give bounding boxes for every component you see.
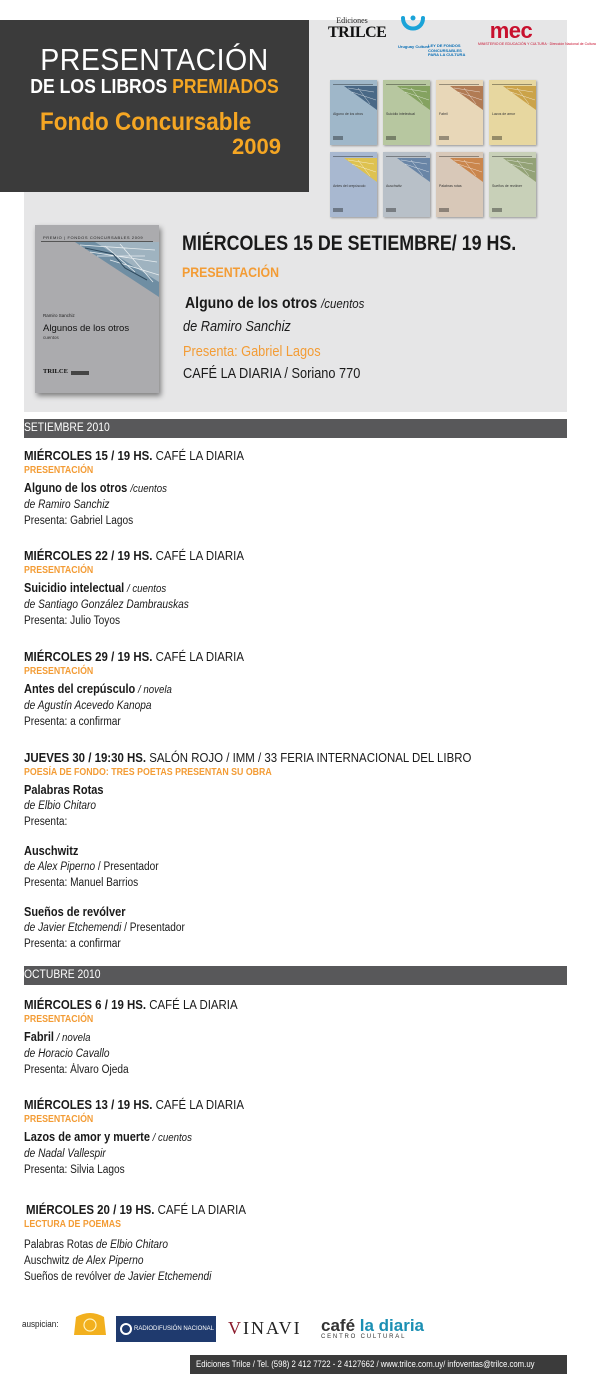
- event-sep-22: MIÉRCOLES 22 / 19 HS. CAFÉ LA DIARIA PRESENTACIÓN Suicidio intelectual / cuentos de Santiago González Dambrauskas Presenta: Julio Toyos: [24, 548, 244, 627]
- sponsor-cafe-la-diaria: café la diaria CENTRO CULTURAL: [321, 1316, 425, 1340]
- book-thumbnail: Palabras rotas: [436, 152, 483, 217]
- book-thumbnail: Fabril: [436, 80, 483, 145]
- book-thumbnail: Auschwitz: [383, 152, 430, 217]
- month-header-october: OCTUBRE 2010: [24, 966, 567, 985]
- featured-presenter: Presenta: Gabriel Lagos: [183, 344, 321, 360]
- title-line-2: DE LOS LIBROS PREMIADOS: [30, 76, 279, 98]
- book-thumbnail: Lazos de amor: [489, 80, 536, 145]
- event-oct-13: MIÉRCOLES 13 / 19 HS. CAFÉ LA DIARIA PRESENTACIÓN Lazos de amor y muerte / cuentos de Nadal Vallespir Presenta: Silvia Lagos: [24, 1097, 244, 1176]
- event-sep-15: MIÉRCOLES 15 / 19 HS. CAFÉ LA DIARIA PRESENTACIÓN Alguno de los otros /cuentos de Ramiro Sanchiz Presenta: Gabriel Lagos: [24, 448, 244, 527]
- sponsor-emblem-icon: [72, 1311, 108, 1337]
- featured-venue: CAFÉ LA DIARIA / Soriano 770: [183, 366, 361, 382]
- page-title: [0, 42, 309, 159]
- featured-book-cover: PREMIO | FONDOS CONCURSABLES 2009 Ramiro Sanchiz Algunos de los otros cuentos TRILCE: [35, 225, 159, 393]
- featured-book-title: Alguno de los otros /cuentos: [185, 295, 365, 312]
- title-line-3: Fondo Concursable: [40, 108, 252, 136]
- sponsor-radio-sodre: RADIODIFUSIÓN NACIONAL SODRE: [116, 1316, 216, 1342]
- featured-date: MIÉRCOLES 15 DE SETIEMBRE/ 19 HS.: [182, 232, 517, 255]
- book-thumbnail: Suicidio intelectual: [383, 80, 430, 145]
- uruguay-cultura-logo: Uruguay Cultura LEY DE FONDOS CONCURSABLES PARA LA CULTURA: [398, 14, 470, 58]
- title-line-1: PRESENTACIÓN: [40, 42, 269, 77]
- sponsor-inavi: VINAVI: [228, 1318, 302, 1338]
- trilce-logo: Ediciones TRILCE: [328, 16, 387, 41]
- book-thumbnail: Alguno de los otros: [330, 80, 377, 145]
- event-oct-6: MIÉRCOLES 6 / 19 HS. CAFÉ LA DIARIA PRESENTACIÓN Fabril / novela de Horacio Cavallo Presenta: Álvaro Ojeda: [24, 997, 238, 1076]
- featured-kind: PRESENTACIÓN: [182, 264, 279, 280]
- book-thumbnail: Antes del crepúsculo: [330, 152, 377, 217]
- mec-logo: mec MINISTERIO DE EDUCACIÓN Y CULTURA · Dirección Nacional de Cultura: [478, 18, 596, 46]
- title-year: 2009: [232, 134, 281, 159]
- book-thumbnail: Sueños de revólver: [489, 152, 536, 217]
- month-header-september: SETIEMBRE 2010: [24, 419, 567, 438]
- sponsors-label: auspician:: [22, 1319, 59, 1329]
- event-oct-20: MIÉRCOLES 20 / 19 HS. CAFÉ LA DIARIA LECTURA DE POEMAS Palabras Rotas de Elbio Chitaro Auschwitz de Alex Piperno Sueños de revólver de Javier Etchemendi: [24, 1202, 246, 1283]
- event-sep-30: JUEVES 30 / 19:30 HS. SALÓN ROJO / IMM / 33 FERIA INTERNACIONAL DEL LIBRO POESÍA DE FONDO: TRES POETAS PRESENTAN SU OBRA Palabras Rotas de Elbio Chitaro Presenta: Auschwitz de Alex Piperno / Presentador Presenta: Manuel Barrios Sueños de revólver de Javier Etchemendi / Presentador Presenta: a confirmar: [24, 750, 472, 950]
- uruguay-cultura-icon: [398, 14, 428, 42]
- event-sep-29: MIÉRCOLES 29 / 19 HS. CAFÉ LA DIARIA PRESENTACIÓN Antes del crepúsculo / novela de Agustín Acevedo Kanopa Presenta: a confirmar: [24, 649, 244, 728]
- cover-map-illustration: [35, 242, 159, 322]
- book-thumbnails: [330, 80, 538, 218]
- footer-contact: Ediciones Trilce / Tel. (598) 2 412 7722 - 2 4127662 / www.trilce.com.uy/ infoventas@trilce.com.uy: [190, 1355, 567, 1374]
- featured-author: de Ramiro Sanchiz: [183, 319, 291, 335]
